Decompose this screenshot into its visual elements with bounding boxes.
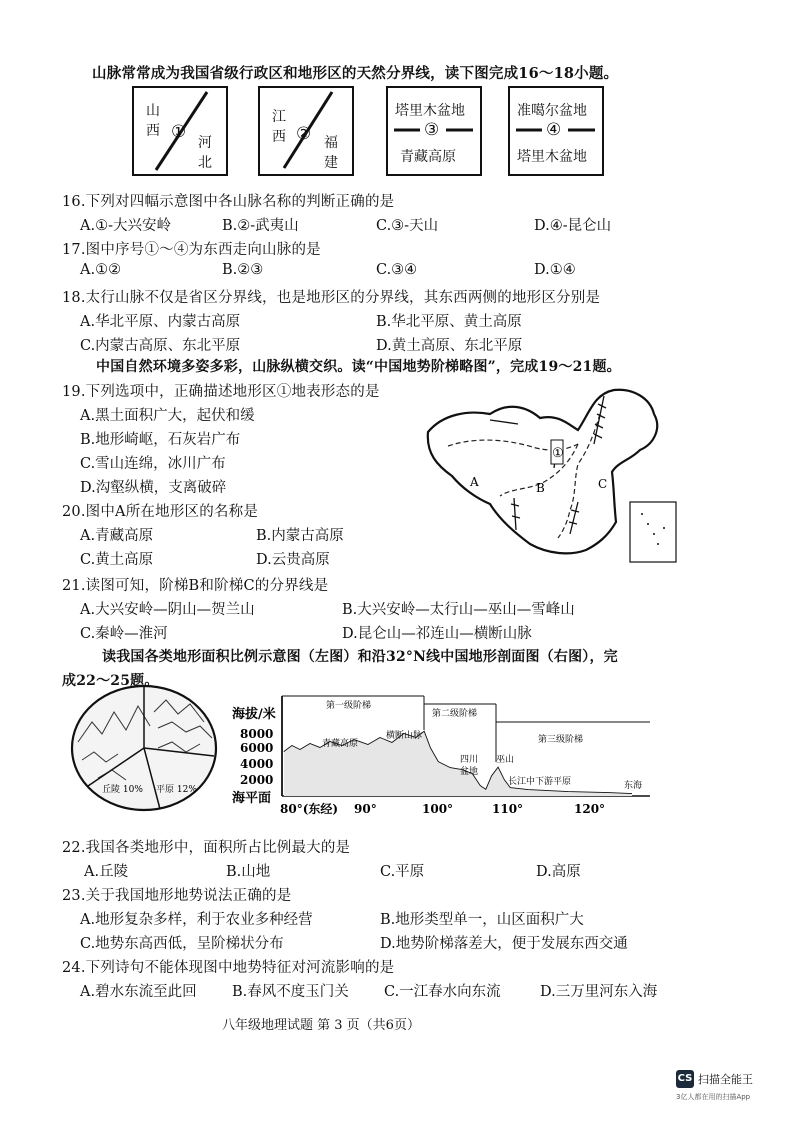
ytick-8000: 8000 <box>240 727 274 741</box>
q17-option-c[interactable]: C.③④ <box>376 262 418 278</box>
q24-option-a[interactable]: A.碧水东流至此回 <box>80 984 197 1000</box>
q18-option-b[interactable]: B.华北平原、黄土高原 <box>376 314 522 330</box>
label-qinghai-tibet: 青藏高原 <box>322 739 359 749</box>
q20-option-a[interactable]: A.青藏高原 <box>80 528 154 544</box>
page-footer: 八年级地理试题 第 3 页（共6页） <box>222 1018 420 1033</box>
q20-option-d[interactable]: D.云贵高原 <box>256 552 330 568</box>
box1-right-top: 河 <box>198 135 212 151</box>
q20-option-b[interactable]: B.内蒙古高原 <box>256 528 344 544</box>
q23-option-b[interactable]: B.地形类型单一，山区面积广大 <box>380 912 584 928</box>
q21-option-b[interactable]: B.大兴安岭—太行山—巫山—雪峰山 <box>342 602 575 618</box>
q18-option-a[interactable]: A.华北平原、内蒙古高原 <box>80 314 241 330</box>
q24-option-b[interactable]: B.春风不度玉门关 <box>232 984 349 1000</box>
q18-stem: 18.太行山脉不仅是省区分界线，也是地形区的分界线，其东西两侧的地形区分别是 <box>62 290 601 306</box>
box1-left-top: 山 <box>146 103 160 119</box>
q21-option-c[interactable]: C.秦岭—淮河 <box>80 626 168 642</box>
q21-stem: 21.读图可知，阶梯B和阶梯C的分界线是 <box>62 578 329 594</box>
q17-option-a[interactable]: A.①② <box>80 262 122 278</box>
label-sichuan2: 盆地 <box>460 767 479 777</box>
diagram-box-2 <box>258 86 354 176</box>
ytick-6000: 6000 <box>240 741 274 755</box>
china-relief-map <box>418 384 686 570</box>
q20-option-c[interactable]: C.黄土高原 <box>80 552 154 568</box>
q23-option-c[interactable]: C.地势东高西低，呈阶梯状分布 <box>80 936 284 952</box>
q24-option-d[interactable]: D.三万里河东入海 <box>540 984 658 1000</box>
china-outline <box>428 390 657 554</box>
ytick-2000: 2000 <box>240 773 274 787</box>
q19-stem: 19.下列选项中，正确描述地形区①地表形态的是 <box>62 384 380 400</box>
box2-right-bottom: 建 <box>324 155 338 171</box>
q21-option-a[interactable]: A.大兴安岭—阴山—贺兰山 <box>80 602 255 618</box>
label-changjiang-plain: 长江中下游平原 <box>508 777 572 787</box>
box1-mountain-line <box>134 88 225 173</box>
map-label-b: B <box>536 481 545 495</box>
q19-option-c[interactable]: C.雪山连绵，冰川广布 <box>80 456 226 472</box>
terrain-profile-32n <box>228 690 654 818</box>
q16-option-d[interactable]: D.④-昆仑山 <box>534 218 612 234</box>
box2-num: ② <box>296 124 312 144</box>
q21-option-d[interactable]: D.昆仑山—祁连山—横断山脉 <box>342 626 532 642</box>
profile-step1: 第一级阶梯 <box>326 701 372 711</box>
q22-option-b[interactable]: B.山地 <box>226 864 271 880</box>
q19-option-b[interactable]: B.地形崎岖，石灰岩广布 <box>80 432 241 448</box>
q17-option-d[interactable]: D.①④ <box>534 262 576 278</box>
map-label-1: ① <box>552 446 564 461</box>
intro-19-21: 中国自然环境多姿多彩，山脉纵横交织。读“中国地势阶梯略图”，完成19～21题。 <box>96 359 621 375</box>
map-label-a: A <box>470 475 479 489</box>
intro-16-18: 山脉常常成为我国省级行政区和地形区的天然分界线，读下图完成16～18小题。 <box>92 65 619 82</box>
q20-stem: 20.图中A所在地形区的名称是 <box>62 504 259 520</box>
q23-option-a[interactable]: A.地形复杂多样，利于农业多种经营 <box>80 912 313 928</box>
diagram-box-3 <box>386 86 482 176</box>
box4-bottom: 塔里木盆地 <box>517 149 587 165</box>
xtick-80: 80°(东经) <box>280 802 339 816</box>
scanner-name: 扫描全能王 <box>698 1073 753 1086</box>
q18-option-d[interactable]: D.黄土高原、东北平原 <box>376 338 523 354</box>
scanner-logo: CS <box>676 1070 694 1088</box>
diagram-box-4 <box>508 86 604 176</box>
profile-sealevel: 海平面 <box>232 791 272 806</box>
profile-step3: 第三级阶梯 <box>538 735 584 745</box>
box2-right-top: 福 <box>324 135 338 151</box>
profile-ylabel: 海拔/米 <box>232 707 276 722</box>
map-label-c: C <box>598 477 608 491</box>
q16-option-c[interactable]: C.③-天山 <box>376 218 439 234</box>
box2-mountain-line <box>260 88 351 173</box>
south-sea-inset <box>630 502 676 562</box>
box3-bottom: 青藏高原 <box>400 149 456 165</box>
label-hengduan: 横断山脉 <box>386 731 423 741</box>
pie-label-hill: 丘陵 10% <box>102 785 143 795</box>
label-wushan: 巫山 <box>496 755 515 765</box>
intro-22-25-line1: 读我国各类地形面积比例示意图（左图）和沿32°N线中国地形剖面图（右图），完 <box>102 649 618 665</box>
xtick-100: 100° <box>422 802 454 816</box>
box4-num: ④ <box>546 120 562 140</box>
q16-option-b[interactable]: B.②-武夷山 <box>222 218 299 234</box>
q18-option-c[interactable]: C.内蒙古高原、东北平原 <box>80 338 241 354</box>
intro-22-25-line2: 成22～25题。 <box>62 673 159 689</box>
q22-option-a[interactable]: A.丘陵 <box>84 864 129 880</box>
pie-label-plain: 平原 12% <box>156 785 197 795</box>
q19-option-a[interactable]: A.黑土面积广大，起伏和缓 <box>80 408 255 424</box>
q19-option-d[interactable]: D.沟壑纵横，支离破碎 <box>80 480 227 496</box>
q17-stem: 17.图中序号①～④为东西走向山脉的是 <box>62 242 321 258</box>
xtick-120: 120° <box>574 802 606 816</box>
box1-left-bottom: 西 <box>146 123 160 139</box>
box2-left-bottom: 西 <box>272 129 286 145</box>
q24-option-c[interactable]: C.一江春水向东流 <box>384 984 501 1000</box>
q22-stem: 22.我国各类地形中，面积所占比例最大的是 <box>62 840 351 856</box>
q22-option-c[interactable]: C.平原 <box>380 864 425 880</box>
q23-option-d[interactable]: D.地势阶梯落差大，便于发展东西交通 <box>380 936 628 952</box>
box1-num: ① <box>171 122 187 142</box>
q23-stem: 23.关于我国地形地势说法正确的是 <box>62 888 292 904</box>
xtick-90: 90° <box>354 802 377 816</box>
xtick-110: 110° <box>492 802 524 816</box>
q22-option-d[interactable]: D.高原 <box>536 864 581 880</box>
box3-num: ③ <box>424 120 440 140</box>
terrain-proportion-picture <box>68 682 220 814</box>
q17-option-b[interactable]: B.②③ <box>222 262 264 278</box>
q24-stem: 24.下列诗句不能体现图中地势特征对河流影响的是 <box>62 960 395 976</box>
scanner-tagline: 3亿人都在用的扫描App <box>676 1093 751 1101</box>
box1-right-bottom: 北 <box>198 155 212 171</box>
ytick-4000: 4000 <box>240 757 274 771</box>
box3-top: 塔里木盆地 <box>395 103 465 119</box>
label-sichuan1: 四川 <box>460 755 479 765</box>
diagram-box-1 <box>132 86 228 176</box>
profile-step2: 第二级阶梯 <box>432 709 478 719</box>
box4-top: 准噶尔盆地 <box>517 103 587 119</box>
q16-option-a[interactable]: A.①-大兴安岭 <box>80 218 171 234</box>
label-donghai: 东海 <box>624 781 643 791</box>
box2-left-top: 江 <box>272 109 286 125</box>
q16-stem: 16.下列对四幅示意图中各山脉名称的判断正确的是 <box>62 194 395 210</box>
